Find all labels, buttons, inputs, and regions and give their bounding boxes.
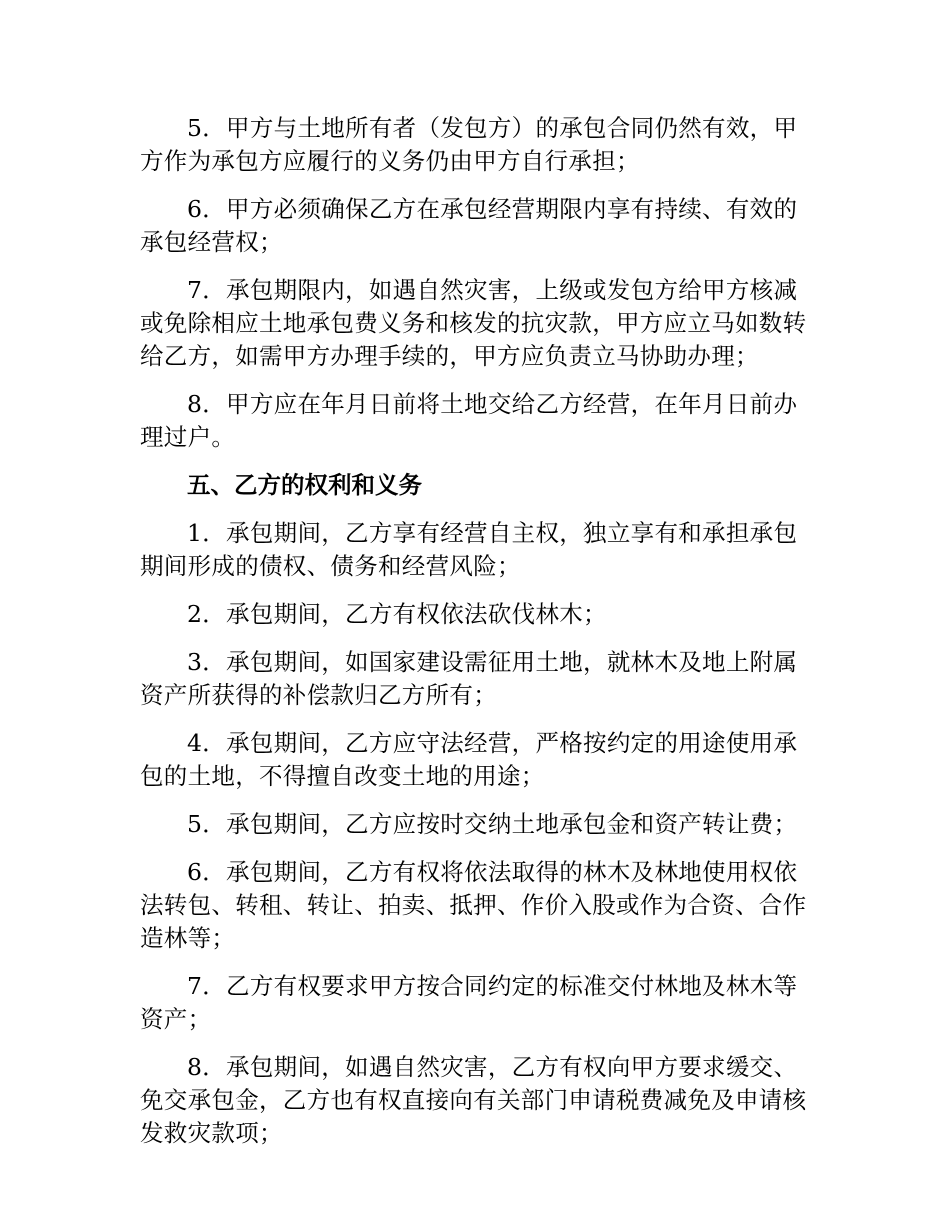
paragraph-b4: 4．承包期间，乙方应守法经营，严格按约定的用途使用承包的土地，不得擅自改变土地的用途； (140, 729, 798, 790)
section-heading: 五、乙方的权利和义务 (187, 471, 422, 499)
paragraph-a6: 6．甲方必须确保乙方在承包经营期限内享有持续、有效的承包经营权； (140, 195, 798, 256)
paragraph-b3: 3．承包期间，如国家建设需征用土地，就林木及地上附属资产所获得的补偿款归乙方所有； (140, 648, 798, 709)
paragraph-a8: 8．甲方应在年月日前将土地交给乙方经营，在年月日前办理过户。 (140, 390, 798, 451)
paragraph-b1: 1．承包期间，乙方享有经营自主权，独立享有和承担承包期间形成的债权、债务和经营风险； (140, 519, 798, 580)
paragraph-a7: 7．承包期限内，如遇自然灾害，上级或发包方给甲方核减或免除相应土地承包费义务和核发的抗灾款，甲方应立马如数转给乙方，如需甲方办理手续的，甲方应负责立马协助办理； (140, 276, 807, 370)
paragraph-b5: 5．承包期间，乙方应按时交纳土地承包金和资产转让费； (187, 810, 798, 838)
paragraph-b2: 2．承包期间，乙方有权依法砍伐林木； (187, 600, 607, 628)
paragraph-b6: 6．承包期间，乙方有权将依法取得的林木及林地使用权依法转包、转租、转让、拍卖、抵押、作价入股或作为合资、合作造林等； (140, 858, 807, 952)
paragraph-b8: 8．承包期间，如遇自然灾害，乙方有权向甲方要求缓交、免交承包金，乙方也有权直接向有关部门申请税费减免及申请核发救灾款项； (140, 1053, 807, 1147)
paragraph-a5: 5．甲方与土地所有者（发包方）的承包合同仍然有效，甲方作为承包方应履行的义务仍由甲方自行承担； (140, 114, 798, 175)
paragraph-b7: 7．乙方有权要求甲方按合同约定的标准交付林地及林木等资产； (140, 972, 798, 1033)
document-page (140, 112, 810, 1165)
